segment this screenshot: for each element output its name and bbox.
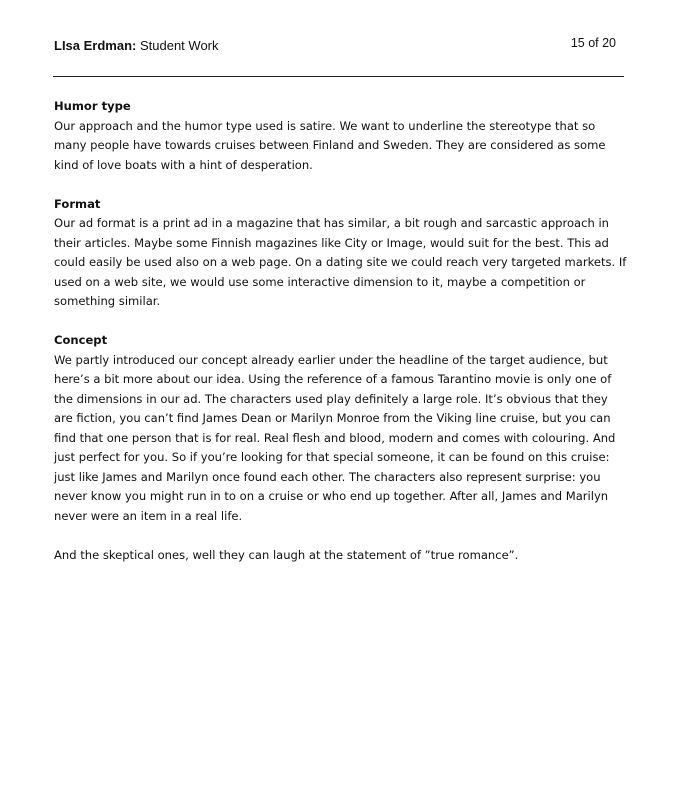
page-number: 15 of 20: [570, 36, 616, 50]
header-title: [54, 38, 219, 53]
section-format: [54, 195, 629, 312]
section-paragraph: Our approach and the humor type used is satire. We want to underline the stereotype that so many people have towards cruises between Finland and Sweden. They are considered as some kind of love boats with a hint of desperation.: [54, 118, 606, 172]
section-paragraph: Our ad format is a print ad in a magazine that has similar, a bit rough and sarcastic approach in their articles. Maybe some Finnish magazines like City or Image, would suit for the best. This ad could easily be used also on a web page. On a dating site we could reach very targeted markets. If used on a web site, we would use some interactive dimension to it, maybe a competition or something similar.: [54, 216, 627, 308]
section-paragraph: We partly introduced our concept already earlier under the headline of the target audience, but here’s a bit more about our idea. Using the reference of a famous Tarantino movie is only one of the dimensions in our ad. The characters used play definitely a large role. It’s obvious that they are fiction, you can’t find James Dean or Marilyn Monroe from the Viking line cruise, but you can find that one person that is for real. Real flesh and blood, modern and comes with colouring. And just perfect for you. So if you’re looking for that special someone, it can be found on this cruise: just like James and Marilyn once found each other. The characters also represent surprise: you never know you might run in to on a cruise or who end up together. After all, James and Marilyn never were an item in a real life.: [54, 352, 616, 523]
header-subtitle: Student Work: [139, 38, 219, 53]
section-heading: Humor type: [54, 99, 131, 113]
header-divider: [53, 76, 624, 77]
document-body: [54, 97, 629, 565]
page-header: [54, 34, 624, 58]
section-concept: [54, 331, 629, 526]
section-humor-type: [54, 97, 629, 175]
section-heading: Format: [54, 196, 101, 211]
section-heading: Concept: [54, 333, 108, 347]
author-name: LIsa Erdman:: [54, 38, 137, 53]
closing-paragraph: And the skeptical ones, well they can laugh at the statement of ”true romance”.: [54, 547, 519, 562]
